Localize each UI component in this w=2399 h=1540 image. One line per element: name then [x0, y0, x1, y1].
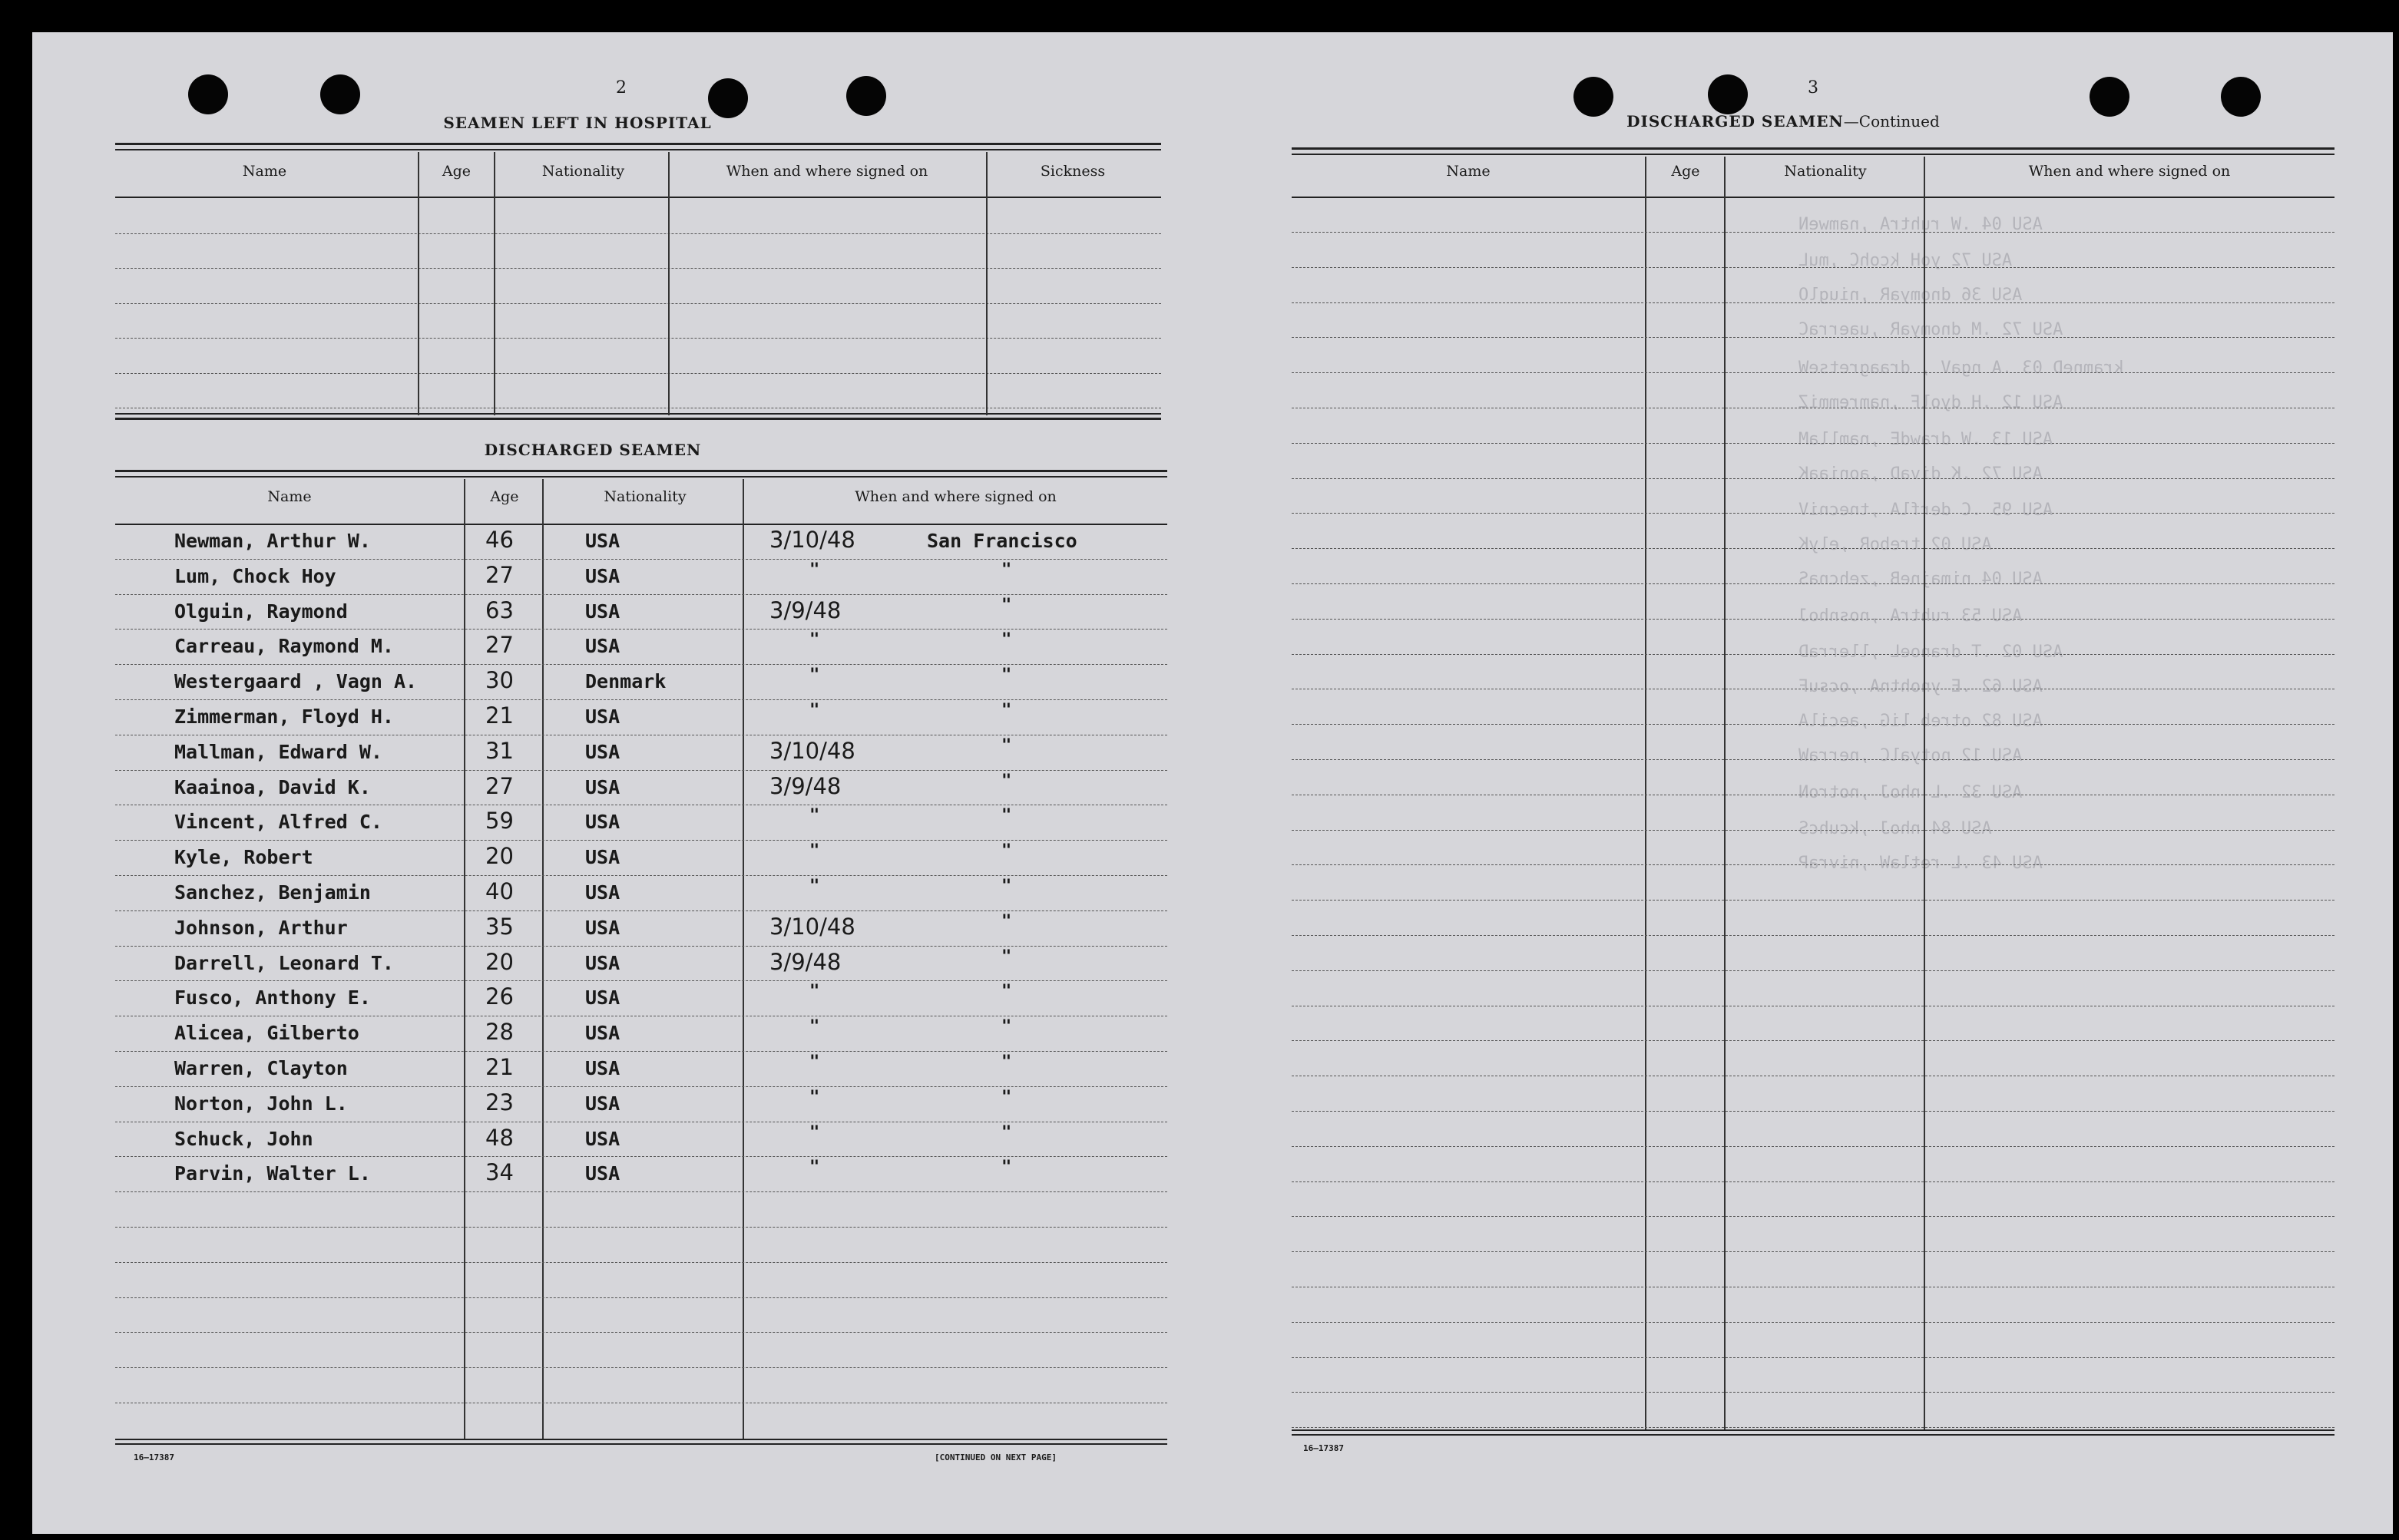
column-divider [418, 152, 419, 415]
signed-on-date: " [809, 666, 820, 686]
punch-hole [846, 76, 886, 116]
seaman-age: 59 [485, 808, 514, 834]
row-line [1292, 759, 2334, 760]
signed-on-date: 3/10/48 [769, 913, 855, 940]
row-line [1292, 478, 2334, 479]
signed-on-date: 3/9/48 [769, 948, 842, 975]
signed-on-place: " [1001, 1017, 1012, 1037]
signed-on-place: " [1001, 1053, 1012, 1072]
table-rule [1292, 1434, 2334, 1436]
seaman-name: Warren, Clayton [174, 1057, 348, 1079]
table-rule [115, 413, 1161, 415]
row-line [1292, 864, 2334, 865]
signed-on-date: " [809, 841, 820, 861]
row-line [115, 1297, 1167, 1298]
row-line [1292, 583, 2334, 584]
seaman-age: 21 [485, 702, 514, 729]
signed-on-date: " [809, 560, 820, 580]
row-line [1292, 513, 2334, 514]
seaman-nationality: USA [585, 564, 620, 587]
punch-hole [320, 74, 360, 114]
column-header-nationality: Nationality [1784, 163, 1867, 180]
table-rule [115, 143, 1161, 145]
seaman-nationality: USA [585, 1162, 620, 1185]
seaman-age: 20 [485, 843, 514, 870]
column-header-age: Age [1671, 163, 1700, 180]
title-text: DISCHARGED SEAMEN [1626, 112, 1844, 131]
seaman-name: Kyle, Robert [174, 846, 313, 869]
column-divider [1924, 157, 1925, 1431]
seaman-nationality: USA [585, 530, 620, 552]
seaman-nationality: USA [585, 775, 620, 798]
row-line [1292, 302, 2334, 303]
seaman-age: 31 [485, 737, 514, 764]
row-line [1292, 372, 2334, 373]
punch-hole [1573, 77, 1613, 117]
column-header-age: Age [442, 163, 472, 180]
row-line [115, 1227, 1167, 1228]
column-divider [743, 479, 744, 1439]
column-divider [494, 152, 495, 415]
page-number: 3 [1808, 78, 1818, 97]
seaman-age: 48 [485, 1124, 514, 1151]
signed-on-place: " [1001, 735, 1012, 755]
seaman-age: 27 [485, 561, 514, 588]
signed-on-place: " [1001, 630, 1012, 650]
signed-on-place: " [1001, 1158, 1012, 1178]
row-line [115, 338, 1161, 339]
seaman-nationality: USA [585, 846, 620, 869]
seaman-age: 35 [485, 913, 514, 940]
punch-hole [1708, 74, 1748, 114]
row-line [1292, 267, 2334, 268]
signed-on-place: " [1001, 841, 1012, 861]
seaman-name: Darrell, Leonard T. [174, 951, 394, 974]
row-line [115, 910, 1167, 911]
seaman-nationality: USA [585, 1092, 620, 1115]
seaman-nationality: USA [585, 916, 620, 939]
row-line [1292, 970, 2334, 971]
row-line [115, 303, 1161, 304]
seaman-age: 28 [485, 1019, 514, 1046]
discharged-section-title: DISCHARGED SEAMEN [484, 441, 702, 459]
signed-on-place: " [1001, 877, 1012, 896]
signed-on-place: " [1001, 666, 1012, 686]
row-line [1292, 830, 2334, 831]
punch-hole [2090, 77, 2129, 117]
row-line [115, 1191, 1167, 1192]
table-rule [115, 470, 1167, 472]
seaman-age: 27 [485, 632, 514, 659]
row-line [115, 373, 1161, 374]
hospital-section-title: SEAMEN LEFT IN HOSPITAL [443, 114, 712, 132]
column-header-signed-on: When and where signed on [2028, 163, 2231, 180]
seaman-name: Kaainoa, David K. [174, 775, 371, 798]
column-divider [1645, 157, 1646, 1431]
table-rule [1292, 197, 2334, 198]
row-line [1292, 724, 2334, 725]
seaman-nationality: USA [585, 635, 620, 658]
row-line [1292, 337, 2334, 338]
table-rule [115, 1443, 1167, 1445]
table-rule [1292, 154, 2334, 155]
table-rule [1292, 1429, 2334, 1431]
seaman-nationality: USA [585, 881, 620, 904]
punch-hole [188, 74, 228, 114]
signed-on-place: " [1001, 1087, 1012, 1107]
signed-on-place: " [1001, 1122, 1012, 1142]
signed-on-date: " [809, 630, 820, 650]
seaman-age: 26 [485, 983, 514, 1010]
seaman-nationality: USA [585, 1022, 620, 1045]
row-line [115, 268, 1161, 269]
column-divider [668, 152, 670, 415]
seaman-age: 20 [485, 948, 514, 975]
row-line [115, 559, 1167, 560]
row-line [1292, 1181, 2334, 1182]
seaman-nationality: USA [585, 740, 620, 763]
column-header-name: Name [267, 488, 312, 505]
seaman-nationality: USA [585, 706, 620, 728]
row-line [115, 875, 1167, 876]
seaman-age: 34 [485, 1159, 514, 1186]
signed-on-date: " [809, 1122, 820, 1142]
discharged-continued-title [1568, 112, 1998, 131]
column-header-name: Name [242, 163, 287, 180]
seaman-age: 63 [485, 597, 514, 623]
row-line [1292, 619, 2334, 620]
column-header-name: Name [1446, 163, 1491, 180]
row-line [115, 1086, 1167, 1087]
seaman-nationality: USA [585, 1057, 620, 1079]
seaman-age: 21 [485, 1054, 514, 1080]
seaman-name: Alicea, Gilberto [174, 1022, 359, 1045]
seaman-name: Carreau, Raymond M. [174, 635, 394, 658]
continued-note: [CONTINUED ON NEXT PAGE] [935, 1452, 1057, 1462]
seaman-nationality: Denmark [585, 670, 667, 693]
table-rule [115, 1439, 1167, 1440]
seaman-nationality: USA [585, 600, 620, 623]
column-divider [986, 152, 988, 415]
column-header-sickness: Sickness [1040, 163, 1106, 180]
document-sheet: ASU 04 .W ruhtrA ,namweN ASU 72 yoH kcohC ,muL ASU 36 dnomyaR ,niuglO ASU 72 .M dnomyaR ,uaerraC kramneD 03 .A ngaV , draagretseW ASU 12 .H dyolF ,namremmiZ ASU 13 .W drawdE ,namllaM ASU 72 .K divaD ,aoniaaK ASU 95 .C derflA ,tnecniV ASU 02 treboR ,elyK ASU 04 nimajneB ,zehcnaS ASU 53 ruhtrA ,nosnhoJ ASU 02 .T dranoeL ,llerraD ASU 62 .E ynohtnA ,ocsuF ASU 82 otreb liG ,aecilA ASU 12 notyalC ,nerraW ASU 32 .L nhoJ ,notroN ASU 84 nhoJ ,kcuhcS ASU 43 .L retlaW ,nivraP 2 SEAMEN LEFT IN HOSPITAL Name Age Nationality When and where signed on Sickness DISCHARGED SEAMEN Name Age Nationality When and where signed on Newman, Arthur W. 46 USA 3/10/48 San Francisco Lum, Chock Hoy 27 USA " " Olguin, Raymond 63 USA 3/9/48 " Carreau, Raymond M. 27 USA " " Westergaard , Vagn A. 30 Denmark " " Zimmerman, Floyd H. 21 USA " " Mallman, Edward W. 31 USA 3/10/48 " Kaainoa, David K. 27 USA 3/9/48 " Vincent, Alfred C. 59 USA " " Kyle, Robert 20 USA " " Sanchez, Benjamin 40 USA " " Johnson, Arthur 35 USA 3/10/48 " Darrell, Leonard T. 20 USA 3/9/48 " Fusco, Anthony E. 26 USA " " Alicea, Gilberto 28 USA " " Warren, Clayton 21 USA " " Norton, John L. 23 USA " " Schuck, John 48 USA " " Parvin, Walter L. 34 USA " " 16—17387 [CONTINUED ON NEXT PAGE] 3 DISCHARGED SEAMEN—Continued Name Age Nationality When and where signed on 16—17387 [32, 32, 2393, 1534]
row-line [1292, 1216, 2334, 1217]
row-line [115, 1262, 1167, 1263]
seaman-nationality: USA [585, 1127, 620, 1150]
seaman-name: Mallman, Edward W. [174, 740, 382, 763]
column-header-nationality: Nationality [541, 163, 625, 180]
row-line [1292, 654, 2334, 655]
row-line [115, 1051, 1167, 1052]
table-rule [1292, 147, 2334, 150]
row-line [1292, 1146, 2334, 1147]
table-rule [115, 149, 1161, 150]
signed-on-place: " [1001, 911, 1012, 931]
row-line [115, 664, 1167, 665]
column-header-nationality: Nationality [604, 488, 687, 505]
column-divider [1724, 157, 1726, 1431]
row-line [1292, 935, 2334, 936]
row-line [115, 233, 1161, 234]
seaman-age: 27 [485, 772, 514, 799]
signed-on-date: " [809, 877, 820, 896]
seaman-name: Johnson, Arthur [174, 916, 348, 939]
seaman-age: 23 [485, 1089, 514, 1115]
row-line [115, 946, 1167, 947]
row-line [115, 629, 1167, 630]
seaman-age: 40 [485, 878, 514, 904]
seaman-age: 30 [485, 667, 514, 694]
signed-on-date: 3/9/48 [769, 597, 842, 623]
form-number: 16—17387 [1303, 1443, 1344, 1453]
signed-on-place: " [1001, 982, 1012, 1002]
signed-on-date: 3/9/48 [769, 772, 842, 799]
row-line [115, 699, 1167, 700]
title-suffix: —Continued [1843, 112, 1940, 131]
row-line [115, 1156, 1167, 1157]
row-line [115, 980, 1167, 981]
row-line [1292, 1392, 2334, 1393]
seaman-age: 46 [485, 527, 514, 553]
table-rule [115, 197, 1161, 198]
table-rule [115, 418, 1161, 420]
seaman-name: Parvin, Walter L. [174, 1162, 371, 1185]
seaman-name: Fusco, Anthony E. [174, 986, 371, 1010]
seaman-name: Norton, John L. [174, 1092, 348, 1115]
row-line [1292, 1251, 2334, 1252]
row-line [115, 770, 1167, 771]
row-line [1292, 1111, 2334, 1112]
row-line [115, 1332, 1167, 1333]
seaman-name: Lum, Chock Hoy [174, 564, 336, 587]
signed-on-date: " [809, 1017, 820, 1037]
seaman-name: Newman, Arthur W. [174, 530, 371, 552]
column-divider [464, 479, 465, 1439]
row-line [1292, 1040, 2334, 1041]
signed-on-place: " [1001, 595, 1012, 615]
seaman-name: Schuck, John [174, 1127, 313, 1150]
signed-on-date: " [809, 982, 820, 1002]
seaman-name: Sanchez, Benjamin [174, 881, 371, 904]
row-line [1292, 232, 2334, 233]
seaman-name: Olguin, Raymond [174, 600, 348, 623]
punch-hole [708, 78, 748, 118]
column-header-age: Age [490, 488, 519, 505]
row-line [115, 594, 1167, 595]
signed-on-date: " [809, 806, 820, 826]
seaman-name: Zimmerman, Floyd H. [174, 706, 394, 728]
seaman-nationality: USA [585, 811, 620, 834]
signed-on-place: " [1001, 560, 1012, 580]
signed-on-date: 3/10/48 [769, 737, 855, 764]
row-line [115, 1367, 1167, 1368]
punch-hole [2221, 77, 2261, 117]
row-line [1292, 1427, 2334, 1428]
form-number: 16—17387 [134, 1452, 174, 1462]
signed-on-date: " [809, 1158, 820, 1178]
row-line [1292, 443, 2334, 444]
seaman-nationality: USA [585, 951, 620, 974]
column-header-signed-on: When and where signed on [855, 488, 1057, 505]
column-header-signed-on: When and where signed on [726, 163, 928, 180]
signed-on-place: " [1001, 771, 1012, 791]
signed-on-date: 3/10/48 [769, 527, 855, 553]
signed-on-date: " [809, 1087, 820, 1107]
table-rule [115, 476, 1167, 478]
row-line [1292, 900, 2334, 901]
seaman-name: Westergaard , Vagn A. [174, 670, 418, 693]
row-line [115, 840, 1167, 841]
column-divider [542, 479, 544, 1439]
signed-on-place: " [1001, 947, 1012, 967]
signed-on-date: " [809, 701, 820, 720]
row-line [1292, 1322, 2334, 1323]
signed-on-place: San Francisco [927, 530, 1077, 552]
seaman-name: Vincent, Alfred C. [174, 811, 382, 834]
row-line [1292, 548, 2334, 549]
row-line [1292, 1357, 2334, 1358]
signed-on-place: " [1001, 806, 1012, 826]
table-rule [115, 524, 1167, 525]
seaman-nationality: USA [585, 986, 620, 1010]
signed-on-date: " [809, 1053, 820, 1072]
page-number: 2 [616, 78, 627, 97]
signed-on-place: " [1001, 701, 1012, 720]
